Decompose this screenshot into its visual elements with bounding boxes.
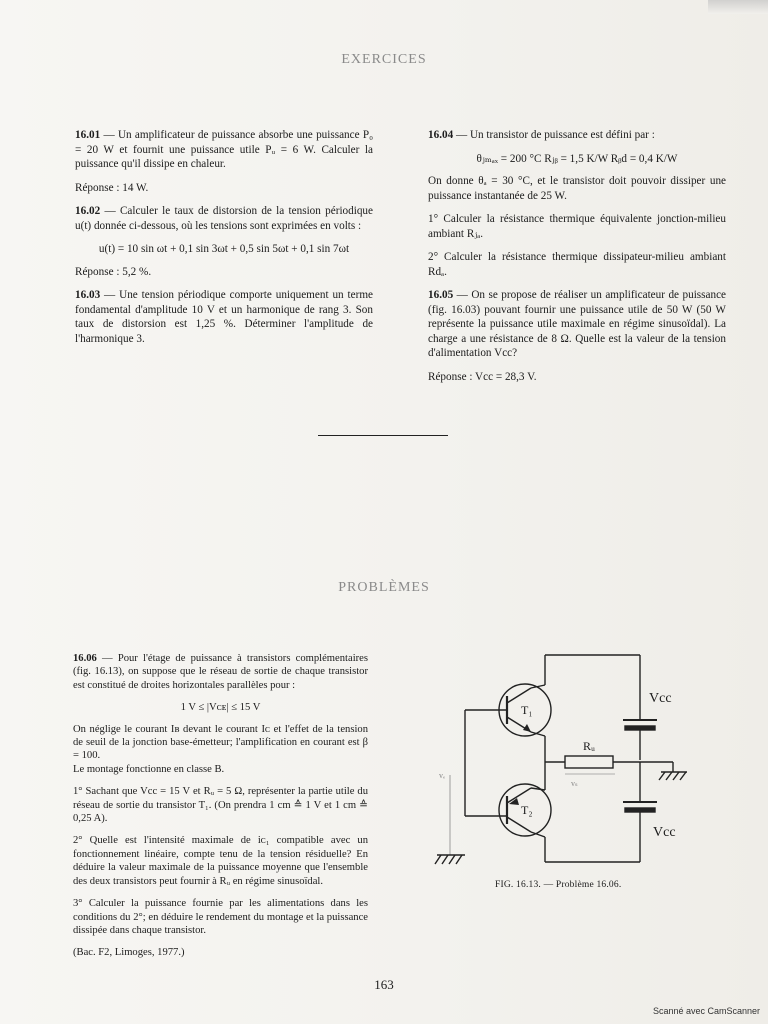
exercise-16-03: 16.03 — Une tension périodique comporte uniquement un terme fondamental d'amplitude 10 V et un harmonique de rang 3. Son taux de distorsion est 1,25 %. Déterminer l'amplitude de l'harmonique 3. (75, 289, 373, 345)
left-column (75, 128, 373, 355)
right-ground-icon (659, 762, 687, 780)
problem-source: (Bac. F2, Limoges, 1977.) (73, 947, 185, 959)
problemes-heading: PROBLÈMES (338, 580, 430, 595)
ve-label: vₑ (439, 771, 446, 780)
problem-16-06-question-1: 1° Sachant que Vcc = 15 V et Rᵤ = 5 Ω, représenter la partie utile du réseau de sortie du transistor T₁. (On prendra 1 cm ≙ 1 V et 1 cm ≙ 0,25 A). (73, 786, 368, 825)
answer-16-02: Réponse : 5,2 %. (75, 265, 152, 278)
answer-16-05: Réponse : Vcc = 28,3 V. (428, 370, 537, 383)
exercise-16-02: 16.02 — Calculer le taux de distorsion de la tension périodique u(t) donnée ci-dessous, où les tensions sont exprimées en volts : (75, 205, 373, 232)
scan-corner-shadow (708, 0, 768, 14)
exercices-heading: EXERCICES (341, 52, 427, 67)
exercise-16-01: 16.01 — Un amplificateur de puissance absorbe une puissance P₀ = 20 W et fournit une puissance utile Pᵤ = 6 W. Calculer la puissance qu'il dissipe en chaleur. (75, 129, 373, 170)
vce-condition: 1 V ≤ |Vᴄᴇ| ≤ 15 V (180, 702, 261, 714)
exercise-16-04-question-2: 2° Calculer la résistance thermique dissipateur-milieu ambiant Rdₐ. (428, 251, 726, 278)
problem-16-06-question-2: 2° Quelle est l'intensité maximale de iᴄ₁ compatible avec un fonctionnement linéaire, compte tenu de la tension résiduelle? En déduire la valeur maximale de la puissance moyenne que l'ensemble des deux transistors peut fournir à Rᵤ en régime sinusoïdal. (73, 835, 368, 887)
answer-16-01: Réponse : 14 W. (75, 181, 149, 194)
load-resistor-icon (565, 756, 613, 768)
distortion-equation: u(t) = 10 sin ωt + 0,1 sin 3ωt + 0,5 sin 5ωt + 0,1 sin 7ωt (98, 243, 350, 255)
t1-label: T₁ (521, 703, 533, 717)
vcc-bottom-label: Vcc (653, 825, 676, 840)
ru-label: Rᵤ (583, 739, 595, 753)
exercise-16-05: 16.05 — On se propose de réaliser un amplificateur de puissance (fig. 16.03) pouvant fournir une puissance utile de 50 W (50 W représente la puissance utile maximale en régime sinusoïdal). La charge a une résistance de 8 Ω. Quelle est la valeur de la tension d'alimentation Vcc? (428, 289, 726, 359)
scanner-watermark: Scanné avec CamScanner (652, 1006, 760, 1016)
problem-16-06-class: Le montage fonctionne en classe B. (73, 763, 225, 775)
upper-battery-icon (623, 720, 657, 730)
right-column (428, 128, 726, 393)
page-number: 163 (374, 977, 394, 992)
exercise-16-04-question-1: 1° Calculer la résistance thermique équivalente jonction-milieu ambiant Rⱼₐ. (428, 213, 726, 240)
lower-battery-icon (623, 802, 657, 812)
problem-16-06-question-3: 3° Calculer la puissance fournie par les alimentations dans les conditions du 2°; en déduire le rendement du montage et la puissance dissipée dans chaque transistor. (73, 898, 368, 936)
exercise-16-04: 16.04 — Un transistor de puissance est défini par : (428, 129, 655, 141)
left-ground-icon (435, 855, 465, 864)
section-divider (318, 435, 448, 436)
exercise-16-04-given: On donne θₐ = 30 °C, et le transistor doit pouvoir dissiper une puissance instantanée de 25 W. (428, 175, 726, 202)
vcc-top-label: Vcc (649, 691, 672, 706)
vs-label: vₛ (571, 779, 578, 788)
transistor-parameters: θⱼₘₐₓ = 200 °C Rⱼᵦ = 1,5 K/W Rᵦd = 0,4 K/W (476, 152, 678, 165)
figure-caption: FIG. 16.13. — Problème 16.06. (495, 880, 622, 890)
t2-label: T₂ (521, 803, 533, 817)
complementary-amplifier-circuit (425, 640, 695, 875)
problem-16-06-hypotheses: On néglige le courant Iʙ devant le courant Iᴄ et l'effet de la tension de seuil de la jonction base-émetteur; l'amplification en courant est β = 100. (73, 723, 368, 762)
problem-16-06 (73, 652, 368, 969)
problem-16-06-intro: 16.06 — Pour l'étage de puissance à transistors complémentaires (fig. 16.13), on suppose que le réseau de sortie de chaque transistor est constitué de droites horizontales parallèles pour : (73, 653, 368, 691)
